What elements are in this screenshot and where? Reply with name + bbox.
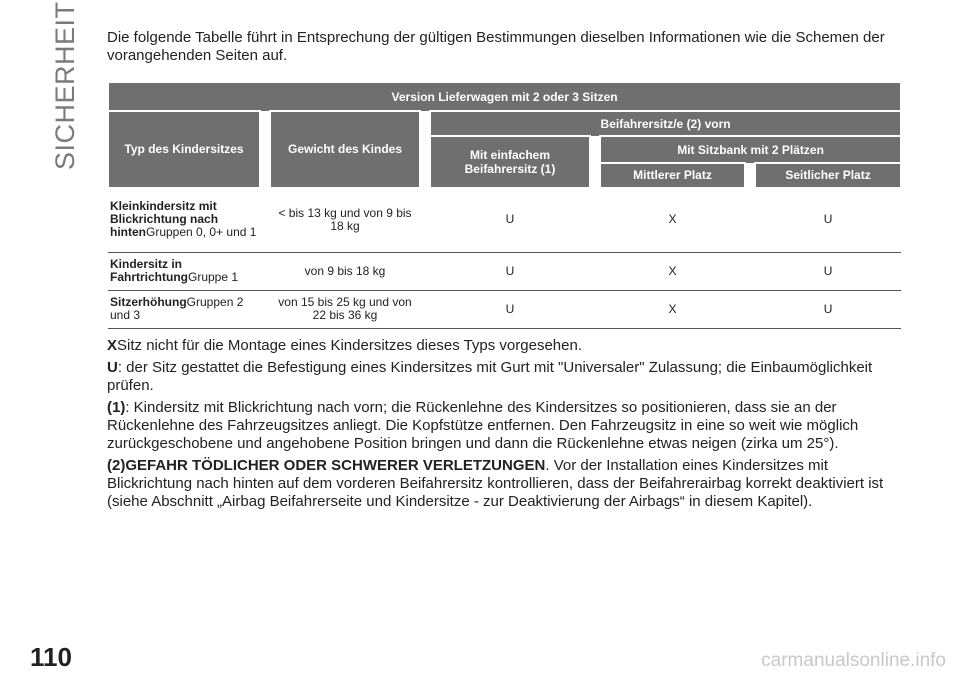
header-child-weight: Gewicht des Kindes bbox=[270, 111, 420, 187]
header-side-place: Seitlicher Platz bbox=[755, 163, 901, 187]
watermark: carmanualsonline.info bbox=[761, 650, 946, 671]
child-seat-table bbox=[107, 83, 902, 329]
table-title: Version Lieferwagen mit 2 oder 3 Sitzen bbox=[108, 83, 901, 111]
row-side-value: U bbox=[755, 187, 901, 252]
row-weight: < bis 13 kg und von 9 bis 18 kg bbox=[270, 187, 420, 252]
header-single-seat: Mit einfachem Beifahrersitz (1) bbox=[430, 136, 590, 187]
row-single-value: U bbox=[430, 187, 590, 252]
row-single-value: U bbox=[430, 290, 590, 328]
row-weight: von 15 bis 25 kg und von 22 bis 36 kg bbox=[270, 290, 420, 328]
note-x: XSitz nicht für die Montage eines Kindersitzes dieses Typs vorgesehen. bbox=[107, 337, 582, 354]
note-2-warning: (2)GEFAHR TÖDLICHER ODER SCHWERER VERLETZUNGEN. Vor der Installation eines Kindersitzes mit Blickrichtung nach hinten auf dem vorderen Beifahrersitz kontrollieren, dass der Beifahrerairbag korrekt deaktiviert ist (siehe Abschnitt „Airbag Beifahrerseite und Kindersitze - zur Deaktivierung der Airbags“ in diesem Kapitel). bbox=[107, 457, 884, 510]
row-type-bold: Sitzerhöhung bbox=[110, 295, 187, 309]
row-weight: von 9 bis 18 kg bbox=[270, 252, 420, 290]
header-middle-place: Mittlerer Platz bbox=[600, 163, 745, 187]
table-row bbox=[108, 252, 901, 290]
page-number: 110 bbox=[30, 642, 72, 672]
row-type-bold: Kindersitz in Fahrtrichtung bbox=[110, 257, 188, 284]
row-middle-value: X bbox=[600, 187, 745, 252]
note-1: (1): Kindersitz mit Blickrichtung nach vorn; die Rückenlehne des Kindersitzes so positionieren, dass sie an der Rückenlehne des Fahrzeugsitzes anliegt. Die Kopfstütze entfernen. Den Fahrzeugsitz in eine so weit wie möglich zurückgeschobene und angehobene Position bringen und dann die Rückenlehne etwas neigen (zirka um 25°). bbox=[107, 399, 859, 452]
table-row bbox=[108, 187, 901, 252]
header-bench-seat: Mit Sitzbank mit 2 Plätzen bbox=[600, 136, 901, 163]
row-middle-value: X bbox=[600, 252, 745, 290]
row-type-group: Gruppe 1 bbox=[188, 270, 239, 284]
row-type-bold: Kleinkindersitz mit Blickrichtung nach hinten bbox=[110, 199, 219, 239]
table-row bbox=[108, 290, 901, 328]
row-side-value: U bbox=[755, 290, 901, 328]
row-type-group: Gruppen 2 und 3 bbox=[110, 295, 244, 322]
row-side-value: U bbox=[755, 252, 901, 290]
section-label: SICHERHEIT bbox=[50, 1, 80, 170]
row-type-group: Gruppen 0, 0+ und 1 bbox=[146, 225, 257, 239]
intro-text: Die folgende Tabelle führt in Entsprechung der gültigen Bestimmungen dieselben Informationen wie die Schemen der vorangehenden Seiten auf. bbox=[107, 29, 885, 64]
row-single-value: U bbox=[430, 252, 590, 290]
legend-notes bbox=[107, 337, 907, 515]
note-u: U: der Sitz gestattet die Befestigung eines Kindersitzes mit Gurt mit "Universaler" Zulassung; die Einbaumöglichkeit prüfen. bbox=[107, 359, 873, 394]
header-child-seat-type: Typ des Kindersitzes bbox=[108, 111, 260, 187]
row-middle-value: X bbox=[600, 290, 745, 328]
header-passenger-seat: Beifahrersitz/e (2) vorn bbox=[430, 111, 901, 136]
